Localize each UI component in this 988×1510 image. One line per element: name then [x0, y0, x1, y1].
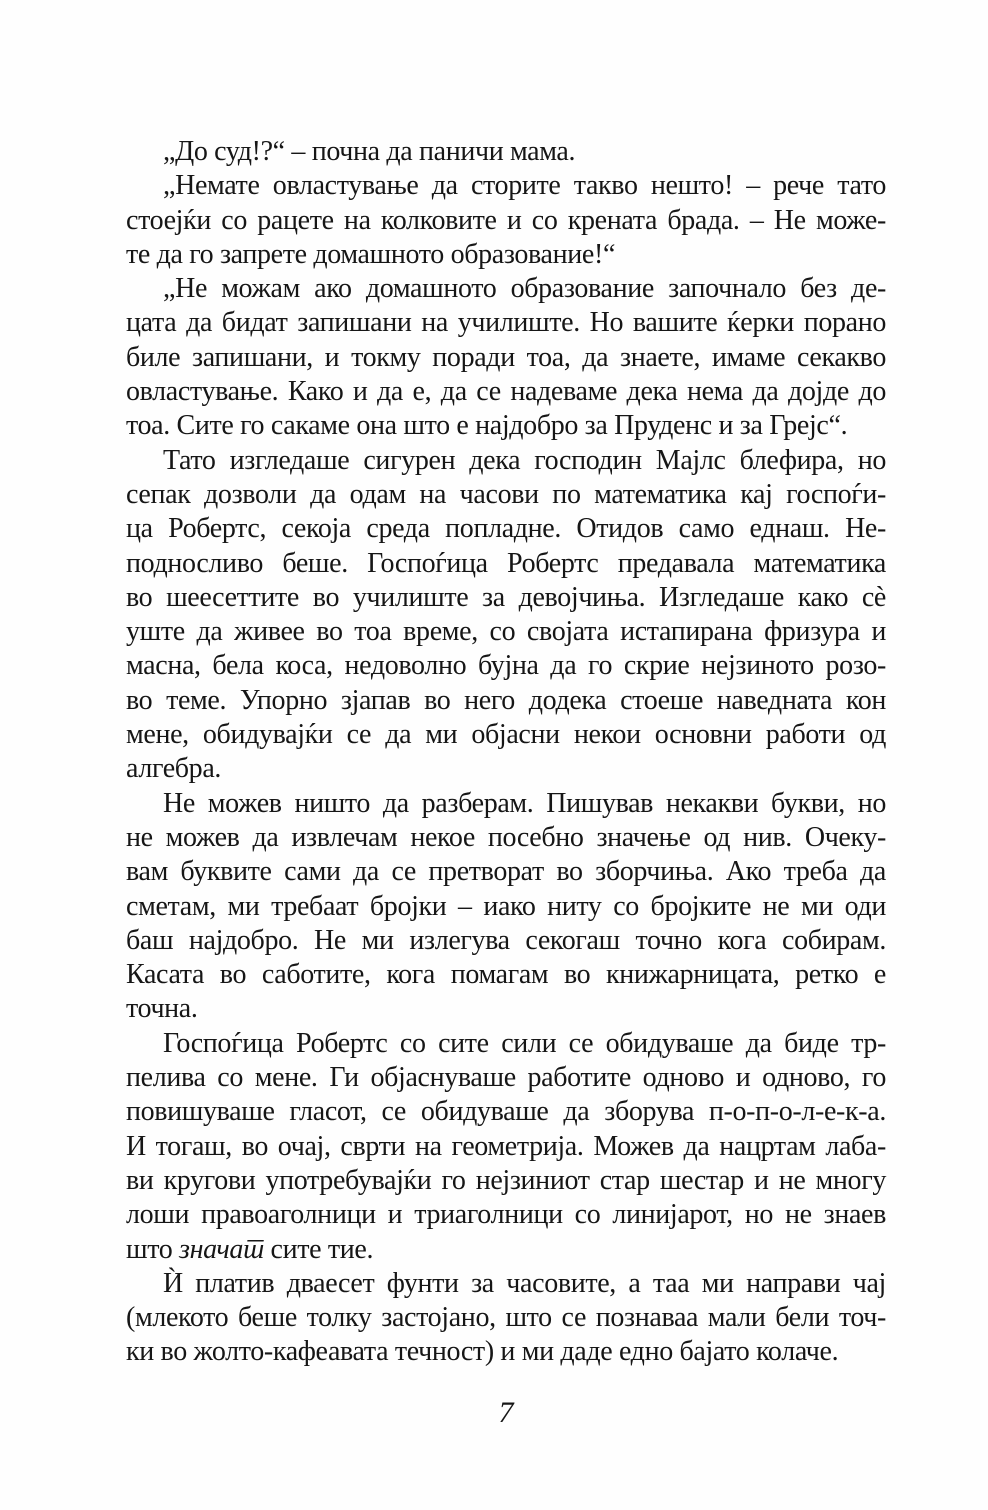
- text-line: повишуваше гласот, се обидуваше да зборува п-о-п-о-л-е-к-а.: [126, 1096, 886, 1128]
- text-line: сепак дозволи да одам на часови по математика кај госпоѓи-: [126, 478, 886, 510]
- text-line: подносливо беше. Госпоѓица Робертс предавала математика: [126, 547, 886, 579]
- page-number: 7: [498, 1396, 514, 1429]
- text-line: тоа. Сите го сакаме она што е најдобро за Пруденс и за Грејс“.: [126, 410, 848, 442]
- text-line: Не можев ништо да разберам. Пишував некакви букви, но: [163, 787, 886, 819]
- text-block: [126, 135, 886, 1370]
- text-line: баш најдобро. Не ми излегува секогаш точно кога собирам.: [126, 924, 886, 956]
- text-line: алгебра.: [126, 753, 222, 785]
- text-line: во шеесеттите во училиште за девојчиња. Изгледаше како сѐ: [126, 581, 886, 613]
- text-line: не можев да извлечам некое посебно значење од нив. Очеку-: [126, 821, 886, 853]
- text-line: „Немате овластување да сторите такво нешто! – рече тато: [163, 170, 886, 202]
- text-line: те да го запрете домашното образование!“: [126, 238, 616, 270]
- text-line: (млекото беше толку застојано, што се познаваа мали бели точ-: [126, 1302, 886, 1334]
- text-line: масна, бела коса, недоволно бујна да го скрие нејзиното розо-: [126, 650, 886, 682]
- text-line: стоејќи со рацете на колковите и со крената брада. – Не може-: [126, 204, 886, 236]
- text-line: И тогаш, во очај, сврти на геометрија. Можев да нацртам лаба-: [126, 1130, 886, 1162]
- text-line: Ѝ платив дваесет фунти за часовите, а таа ми направи чај: [163, 1267, 886, 1299]
- text-line: ки во жолто-кафеавата течност) и ми даде едно бајато колаче.: [126, 1336, 839, 1368]
- paragraph: [126, 135, 886, 169]
- text-line: Госпоѓица Робертс со сите сили се обидуваше да биде тр-: [163, 1027, 886, 1059]
- text-line: лоши правоаголници и триаголници со линијарот, но не знаев: [126, 1199, 886, 1231]
- text-line: вам буквите сами да се претворат во зборчиња. Ако треба да: [126, 856, 886, 888]
- text-segment: што: [126, 1233, 180, 1265]
- text-line: „Не можам ако домашното образование започнало без де-: [163, 273, 886, 305]
- text-line: овластување. Како и да е, да се надеваме дека нема да дојде до: [126, 376, 886, 408]
- text-line: ца Робертс, секоја среда попладне. Отидов само еднаш. Не-: [126, 513, 886, 545]
- text-line: цата да бидат запишани на училиште. Но вашите ќерки порано: [126, 307, 886, 339]
- text-line: биле запишани, и токму поради тоа, да знаете, имаме секакво: [126, 341, 886, 373]
- text-line: ви кругови употребувајќи го нејзиниот стар шестар и не многу: [126, 1164, 886, 1196]
- italic-text: значат: [179, 1233, 264, 1265]
- text-line: [126, 1233, 886, 1267]
- paragraph: [126, 444, 886, 787]
- text-line: точна.: [126, 993, 198, 1025]
- paragraph: [126, 787, 886, 1027]
- paragraph: [126, 169, 886, 272]
- text-line: сметам, ми требаат бројки – иако ниту со бројките не ми оди: [126, 890, 886, 922]
- text-line: мене, обидувајќи се да ми објасни некои основни работи од: [126, 719, 886, 751]
- paragraph: [126, 1027, 886, 1267]
- text-line: уште да живее во тоа време, со својата истапирана фризура и: [126, 616, 886, 648]
- text-segment: сите тие.: [263, 1233, 374, 1265]
- text-line: Тато изгледаше сигурен дека господин Мајлс блефира, но: [163, 444, 886, 476]
- paragraph: [126, 272, 886, 443]
- text-line: пелива со мене. Ги објаснуваше работите одново и одново, го: [126, 1062, 886, 1094]
- text-line: во теме. Упорно зјапав во него додека стоеше наведната кон: [126, 684, 886, 716]
- text-line: Касата во саботите, кога помагам во книжарницата, ретко е: [126, 959, 886, 991]
- paragraph: [126, 1267, 886, 1370]
- text-line: „До суд!?“ – почна да паничи мама.: [163, 136, 576, 167]
